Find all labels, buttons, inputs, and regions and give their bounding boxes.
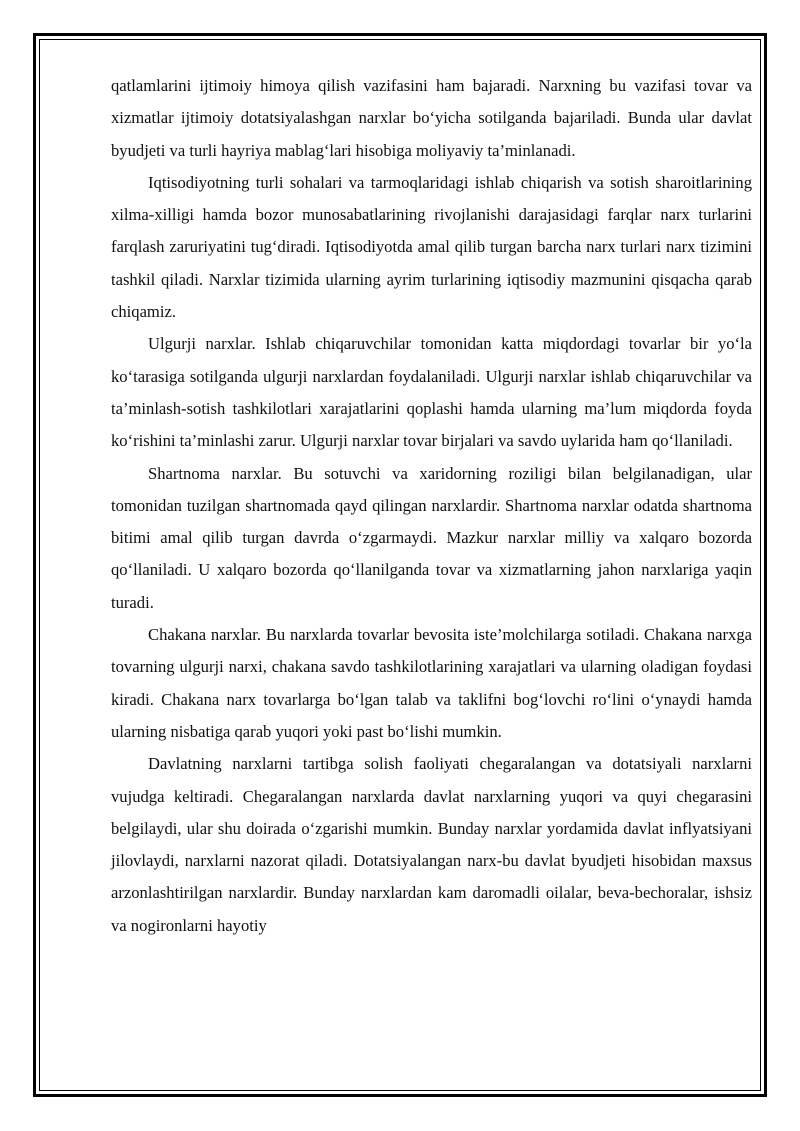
paragraph-2: Iqtisodiyotning turli sohalari va tarmoqlaridagi ishlab chiqarish va sotish sharoitlarining xilma-xilligi hamda bozor munosabatlarining rivojlanishi darajasidagi farqlar narx turlarini farqlash zaruriyatini tug‘diradi. Iqtisodiyotda amal qilib turgan barcha narx turlari narx tizimini tashkil qiladi. Narxlar tizimida ularning ayrim turlarining iqtisodiy mazmunini qisqacha qarab chiqamiz.: [111, 172, 752, 322]
document-body: [111, 70, 752, 942]
paragraph-3: Ulgurji narxlar. Ishlab chiqaruvchilar tomonidan katta miqdordagi tovarlar bir yo‘la ko‘tarasiga sotilganda ulgurji narxlardan foydalaniladi. Ulgurji narxlar ishlab chiqaruvchilar va ta’minlash-sotish tashkilotlari xarajatlarini qoplashi hamda ularning ma’lum miqdorda foyda ko‘rishini ta’minlashi zarur. Ulgurji narxlar tovar birjalari va savdo uylarida ham qo‘llaniladi.: [111, 334, 752, 451]
paragraph-4: Shartnoma narxlar. Bu sotuvchi va xaridorning roziligi bilan belgilanadigan, ular tomonidan tuzilgan shartnomada qayd qilingan narxlardir. Shartnoma narxlar odatda shartnoma bitimi amal qilib turgan davrda o‘zgarmaydi. Mazkur narxlar milliy va xalqaro bozorda qo‘llaniladi. U xalqaro bozorda qo‘llanilganda tovar va xizmatlarning jahon narxlariga yaqin turadi.: [111, 463, 752, 612]
paragraph-5: Chakana narxlar. Bu narxlarda tovarlar bevosita iste’molchilarga sotiladi. Chakana narxga tovarning ulgurji narxi, chakana savdo tashkilotlarining xarajatlari va ularning oladigan foydasi kiradi. Chakana narx tovarlarga bo‘lgan talab va taklifni bog‘lovchi ro‘lini o‘ynaydi hamda ularning nisbatiga qarab yuqori yoki past bo‘lishi mumkin.: [111, 625, 752, 741]
paragraph-6: Davlatning narxlarni tartibga solish faoliyati chegaralangan va dotatsiyali narxlarni vujudga keltiradi. Chegaralangan narxlarda davlat narxlarning yuqori va quyi chegarasini belgilaydi, ular shu doirada o‘zgarishi mumkin. Bunday narxlar yordamida davlat inflyatsiyani jilovlaydi, narxlarni nazorat qiladi. Dotatsiyalangan narx-bu davlat byudjeti hisobidan maxsus arzonlashtirilgan narxlardir. Bunday narxlardan kam daromadli oilalar, beva-bechoralar, ishsiz va nogironlarni hayotiy: [111, 754, 752, 935]
paragraph-1: qatlamlarini ijtimoiy himoya qilish vazifasini ham bajaradi. Narxning bu vazifasi tovar va xizmatlar ijtimoiy dotatsiyalashgan narxlar bo‘yicha sotilganda bajariladi. Bunda ular davlat byudjeti va turli hayriya mablag‘lari hisobiga moliyaviy ta’minlanadi.: [111, 76, 752, 160]
